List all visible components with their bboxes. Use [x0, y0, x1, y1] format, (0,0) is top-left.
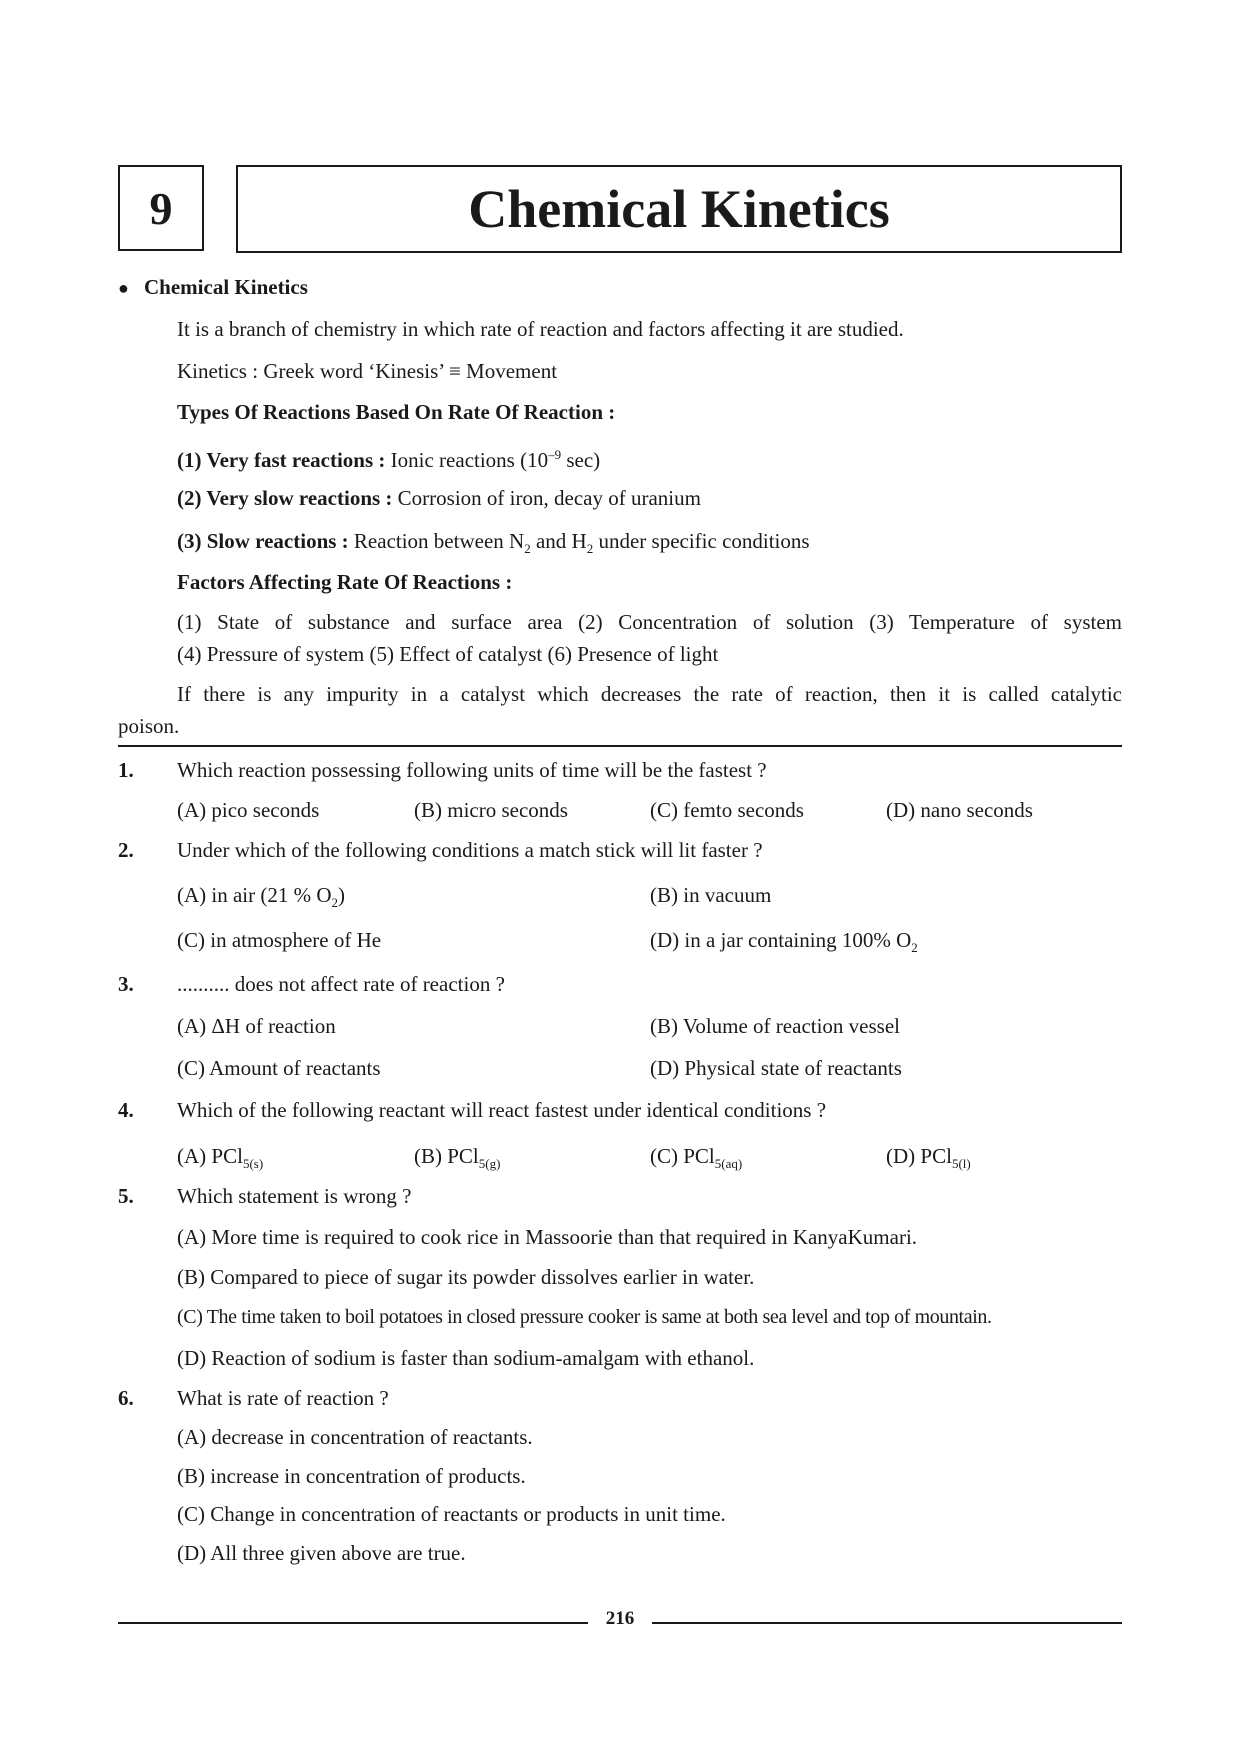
factors-heading: Factors Affecting Rate Of Reactions :	[177, 570, 513, 594]
chapter-number: 9	[118, 165, 204, 251]
type-tail: sec)	[561, 448, 601, 472]
option-b: (B) in vacuum	[650, 883, 772, 907]
type-text: Corrosion of iron, decay of uranium	[397, 486, 701, 510]
question-text: .......... does not affect rate of reaction ?	[177, 972, 505, 996]
page-number: 216	[605, 1608, 635, 1629]
option-text: (D) PCl	[886, 1144, 952, 1168]
bullet-icon: ●	[118, 278, 129, 298]
option-c: (C) femto seconds	[650, 798, 804, 822]
option-b: (B) Compared to piece of sugar its powder dissolves earlier in water.	[177, 1265, 755, 1289]
subscript: 5(s)	[242, 1156, 264, 1172]
etymology-text: Kinetics : Greek word ‘Kinesis’ ≡ Movement	[177, 359, 558, 383]
option-b: (B) Volume of reaction vessel	[650, 1014, 901, 1038]
type-label: (3) Slow reactions :	[177, 529, 349, 553]
option-text: (C) PCl	[650, 1144, 715, 1168]
section-divider	[118, 745, 1122, 747]
chapter-title: Chemical Kinetics	[236, 165, 1122, 253]
option-text: (B) PCl	[414, 1144, 479, 1168]
option-tail: )	[338, 883, 346, 907]
type-label: (2) Very slow reactions :	[177, 486, 393, 510]
section-heading: Chemical Kinetics	[144, 275, 308, 299]
option-d	[886, 1142, 971, 1178]
factors-line-2: (4) Pressure of system (5) Effect of catalyst (6) Presence of light	[177, 642, 719, 666]
type-text-c: under specific conditions	[593, 529, 810, 553]
option-b	[414, 1142, 500, 1178]
option-a	[177, 1142, 263, 1178]
subscript: 2	[331, 895, 339, 911]
types-heading: Types Of Reactions Based On Rate Of Reaction :	[177, 400, 616, 424]
subscript: 5(aq)	[714, 1156, 743, 1172]
subscript: 5(l)	[951, 1156, 971, 1172]
type-label: (1) Very fast reactions :	[177, 448, 386, 472]
footer-rule-left	[118, 1622, 588, 1624]
option-a: (A) pico seconds	[177, 798, 320, 822]
footer-rule-right	[652, 1622, 1122, 1624]
question-text: Which statement is wrong ?	[177, 1184, 412, 1208]
option-d: (D) nano seconds	[886, 798, 1033, 822]
option-c	[650, 1142, 742, 1178]
question-text: Which of the following reactant will react fastest under identical conditions ?	[177, 1098, 827, 1122]
question-number: 5.	[118, 1184, 134, 1208]
poison-line-2: poison.	[118, 714, 180, 738]
subscript: 2	[586, 541, 594, 557]
subscript: 2	[911, 940, 918, 956]
option-a: (A) More time is required to cook rice in Massoorie than that required in KanyaKumari.	[177, 1225, 918, 1249]
option-b: (B) micro seconds	[414, 798, 568, 822]
option-text: (D) in a jar containing 100% O	[650, 928, 912, 952]
option-c: (C) in atmosphere of He	[177, 928, 382, 952]
option-c: (C) Amount of reactants	[177, 1056, 381, 1080]
type-item-1	[177, 441, 600, 474]
subscript: 2	[524, 541, 531, 557]
option-b: (B) increase in concentration of products.	[177, 1464, 526, 1488]
poison-line-1: If there is any impurity in a catalyst which decreases the rate of reaction, then it is called catalytic	[177, 682, 1122, 706]
option-a	[177, 881, 345, 917]
question-text: Which reaction possessing following units of time will be the fastest ?	[177, 758, 767, 782]
question-text: What is rate of reaction ?	[177, 1386, 389, 1410]
question-number: 3.	[118, 972, 134, 996]
question-text: Under which of the following conditions a match stick will lit faster ?	[177, 838, 763, 862]
definition-text: It is a branch of chemistry in which rate of reaction and factors affecting it are studied.	[177, 317, 904, 341]
option-text: (A) in air (21 % O	[177, 883, 332, 907]
question-number: 1.	[118, 758, 134, 782]
option-text: (A) PCl	[177, 1144, 243, 1168]
type-item-2	[177, 484, 701, 512]
subscript: 5(g)	[478, 1156, 501, 1172]
type-text: Ionic reactions (10	[390, 448, 549, 472]
question-number: 4.	[118, 1098, 134, 1122]
option-c: (C) Change in concentration of reactants or products in unit time.	[177, 1502, 726, 1526]
option-c: (C) The time taken to boil potatoes in closed pressure cooker is same at both sea level and top of mountain.	[177, 1306, 992, 1328]
option-a: (A) ΔH of reaction	[177, 1014, 336, 1038]
type-item-3	[177, 527, 810, 563]
option-d: (D) All three given above are true.	[177, 1541, 466, 1565]
option-d: (D) Physical state of reactants	[650, 1056, 902, 1080]
type-text-b: and H	[530, 529, 587, 553]
factors-line-1: (1) State of substance and surface area (2) Concentration of solution (3) Temperature of system	[177, 610, 1122, 634]
exponent: –9	[548, 447, 562, 462]
question-number: 2.	[118, 838, 134, 862]
type-text-a: Reaction between N	[353, 529, 525, 553]
option-d	[650, 926, 918, 962]
question-number: 6.	[118, 1386, 134, 1410]
option-a: (A) decrease in concentration of reactants.	[177, 1425, 533, 1449]
option-d: (D) Reaction of sodium is faster than sodium-amalgam with ethanol.	[177, 1346, 755, 1370]
